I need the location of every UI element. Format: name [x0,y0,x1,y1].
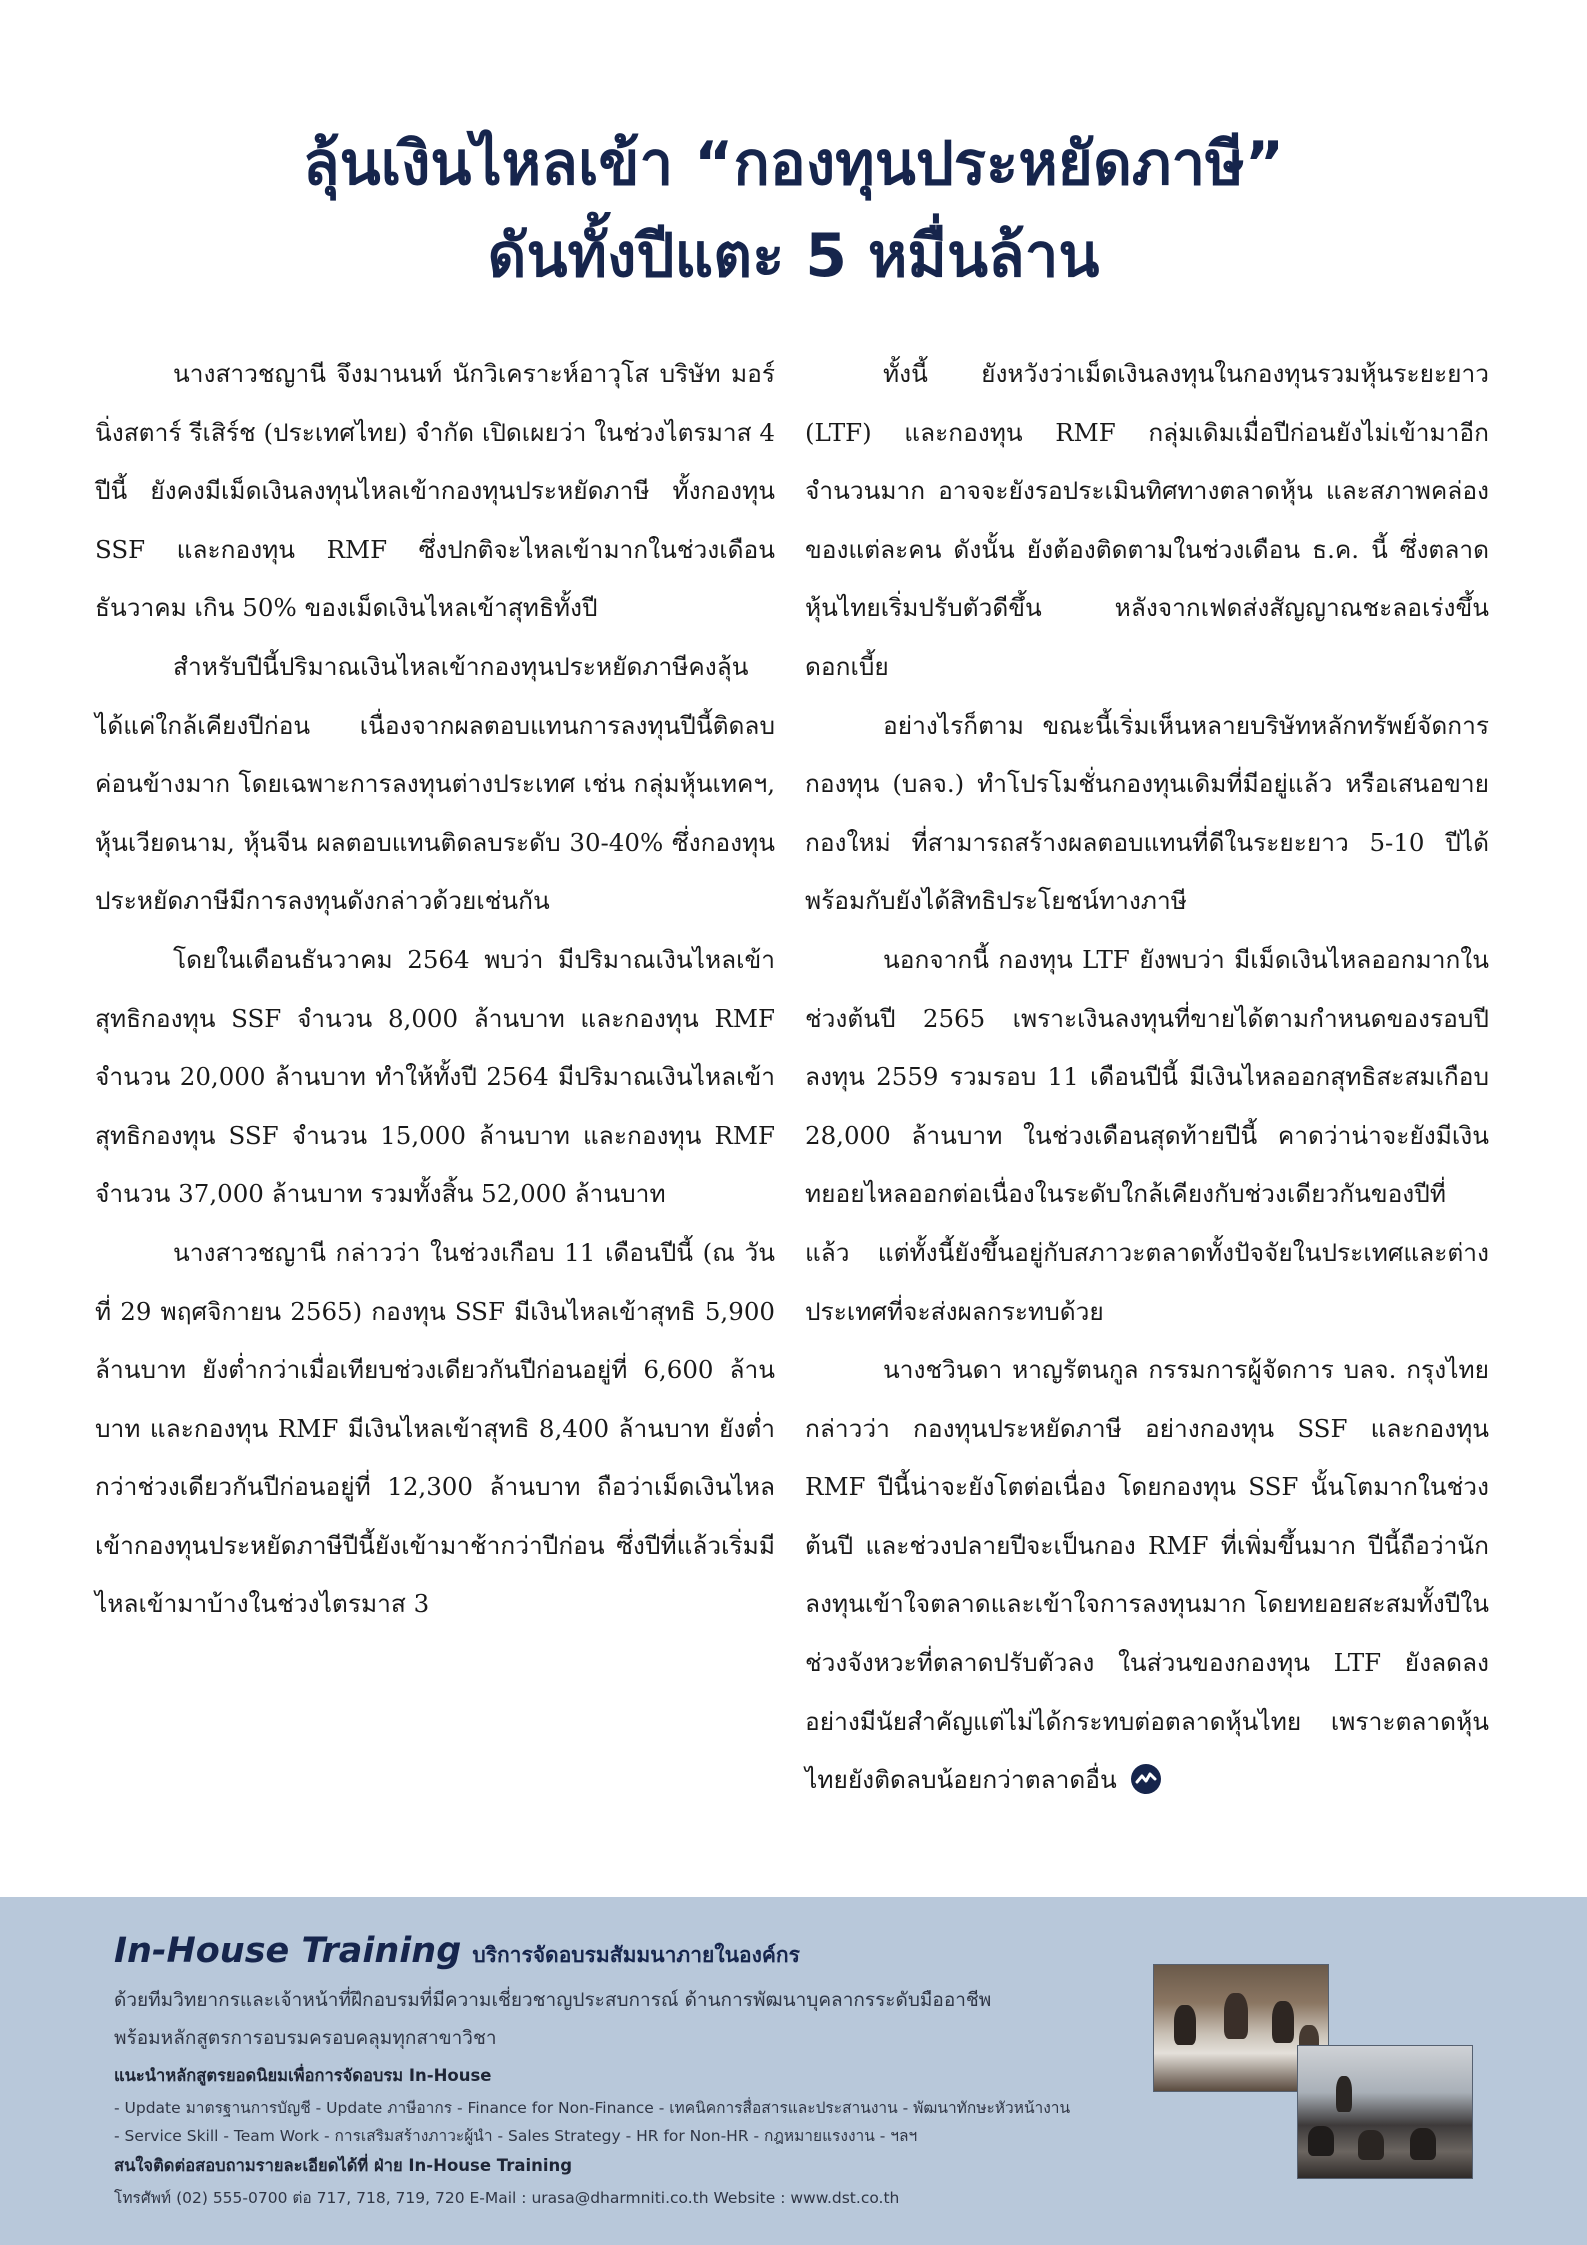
banner-description: ด้วยทีมวิทยากรและเจ้าหน้าที่ฝึกอบรมที่มีความเชี่ยวชาญประสบการณ์ ด้านการพัฒนาบุคลากรระดับมืออาชีพ [114,1989,992,2011]
paragraph: สำหรับปีนี้ปริมาณเงินไหลเข้ากองทุนประหยัดภาษีคงลุ้นได้แค่ใกล้เคียงปีก่อน เนื่องจากผลตอบแทนการลงทุนปีนี้ติดลบค่อนข้างมาก โดยเฉพาะการลงทุนต่างประเทศ เช่น กลุ่มหุ้นเทคฯ, หุ้นเวียดนาม, หุ้นจีน ผลตอบแทนติดลบระดับ 30-40% ซึ่งกองทุนประหยัดภาษีมีการลงทุนดังกล่าวด้วยเช่นกัน [95,651,775,916]
paragraph: อย่างไรก็ตาม ขณะนี้เริ่มเห็นหลายบริษัทหลักทรัพย์จัดการกองทุน (บลจ.) ทำโปรโมชั่นกองทุนเดิมที่มีอยู่แล้ว หรือเสนอขายกองใหม่ ที่สามารถสร้างผลตอบแทนที่ดีในระยะยาว 5-10 ปีได้ พร้อมกับยังได้สิทธิประโยชน์ทางภาษี [805,710,1489,916]
title-line-1: ลุ้นเงินไหลเข้า “กองทุนประหยัดภาษี” [302,129,1285,199]
courses-list: - Service Skill - Team Work - การเสริมสร้างภาวะผู้นำ - Sales Strategy - HR for Non-HR - กฎหมายแรงงาน - ฯลฯ [114,2127,918,2145]
courses-heading: แนะนำหลักสูตรยอดนิยมเพื่อการจัดอบรม In-House [114,2066,492,2085]
brand-tagline: บริการจัดอบรมสัมมนาภายในองค์กร [472,1943,800,1967]
paragraph-last [805,1341,1489,1810]
right-column [805,345,1489,1810]
in-house-training-banner [0,1897,1587,2245]
logo-end-mark-icon [1131,1764,1161,1794]
contact-line: โทรศัพท์ (02) 555-0700 ต่อ 717, 718, 719, 720 E-Mail : urasa@dharmniti.co.th Website : www.dst.co.th [114,2189,900,2207]
seminar-photo [1297,2045,1473,2179]
banner-heading [114,1931,800,1972]
paragraph: ทั้งนี้ ยังหวังว่าเม็ดเงินลงทุนในกองทุนรวมหุ้นระยะยาว (LTF) และกองทุน RMF กลุ่มเดิมเมื่อปีก่อนยังไม่เข้ามาอีกจำนวนมาก อาจจะยังรอประเมินทิศทางตลาดหุ้น และสภาพคล่องของแต่ละคน ดังนั้น ยังต้องติดตามในช่วงเดือน ธ.ค. นี้ ซึ่งตลาดหุ้นไทยเริ่มปรับตัวดีขึ้น หลังจากเฟดส่งสัญญาณชะลอเร่งขึ้นดอกเบี้ย [805,359,1489,681]
brand-name: In-House Training [114,1931,462,1971]
title-line-2: ดันทั้งปีแตะ 5 หมื่นล้าน [487,221,1100,291]
banner-description: พร้อมหลักสูตรการอบรมครอบคลุมทุกสาขาวิชา [114,2027,497,2049]
left-column [95,345,775,1634]
article-title [0,118,1587,302]
contact-heading: สนใจติดต่อสอบถามรายละเอียดได้ที่ ฝ่าย In-House Training [114,2156,573,2175]
courses-list: - Update มาตรฐานการบัญชี - Update ภาษีอากร - Finance for Non-Finance - เทคนิคการสื่อสารและประสานงาน - พัฒนาทักษะหัวหน้างาน [114,2099,1071,2117]
paragraph: นางสาวชญานี กล่าวว่า ในช่วงเกือบ 11 เดือนปีนี้ (ณ วันที่ 29 พฤศจิกายน 2565) กองทุน SSF มีเงินไหลเข้าสุทธิ 5,900 ล้านบาท ยังต่ำกว่าเมื่อเทียบช่วงเดียวกันปีก่อนอยู่ที่ 6,600 ล้านบาท และกองทุน RMF มีเงินไหลเข้าสุทธิ 8,400 ล้านบาท ยังต่ำกว่าช่วงเดียวกันปีก่อนอยู่ที่ 12,300 ล้านบาท ถือว่าเม็ดเงินไหลเข้ากองทุนประหยัดภาษีปีนี้ยังเข้ามาช้ากว่าปีก่อน ซึ่งปีที่แล้วเริ่มมีไหลเข้ามาบ้างในช่วงไตรมาส 3 [95,1237,775,1619]
paragraph: นางสาวชญานี จึงมานนท์ นักวิเคราะห์อาวุโส บริษัท มอร์นิ่งสตาร์ รีเสิร์ช (ประเทศไทย) จำกัด เปิดเผยว่า ในช่วงไตรมาส 4 ปีนี้ ยังคงมีเม็ดเงินลงทุนไหลเข้ากองทุนประหยัดภาษี ทั้งกองทุน SSF และกองทุน RMF ซึ่งปกติจะไหลเข้ามากในช่วงเดือนธันวาคม เกิน 50% ของเม็ดเงินไหลเข้าสุทธิทั้งปี [95,359,775,623]
paragraph: โดยในเดือนธันวาคม 2564 พบว่า มีปริมาณเงินไหลเข้าสุทธิกองทุน SSF จำนวน 8,000 ล้านบาท และกองทุน RMF จำนวน 20,000 ล้านบาท ทำให้ทั้งปี 2564 มีปริมาณเงินไหลเข้าสุทธิกองทุน SSF จำนวน 15,000 ล้านบาท และกองทุน RMF จำนวน 37,000 ล้านบาท รวมทั้งสิ้น 52,000 ล้านบาท [95,944,775,1209]
paragraph: นอกจากนี้ กองทุน LTF ยังพบว่า มีเม็ดเงินไหลออกมากในช่วงต้นปี 2565 เพราะเงินลงทุนที่ขายได้ตามกำหนดของรอบปีลงทุน 2559 รวมรอบ 11 เดือนปีนี้ มีเงินไหลออกสุทธิสะสมเกือบ 28,000 ล้านบาท ในช่วงเดือนสุดท้ายปีนี้ คาดว่าน่าจะยังมีเงินทยอยไหลออกต่อเนื่องในระดับใกล้เคียงกับช่วงเดียวกันของปีที่แล้ว แต่ทั้งนี้ยังขึ้นอยู่กับสภาวะตลาดทั้งปัจจัยในประเทศและต่างประเทศที่จะส่งผลกระทบด้วย [805,944,1489,1326]
paragraph-text: นางชวินดา หาญรัตนกูล กรรมการผู้จัดการ บลจ. กรุงไทย กล่าวว่า กองทุนประหยัดภาษี อย่างกองทุน SSF และกองทุน RMF ปีนี้น่าจะยังโตต่อเนื่อง โดยกองทุน SSF นั้นโตมากในช่วงต้นปี และช่วงปลายปีจะเป็นกอง RMF ที่เพิ่มขึ้นมาก ปีนี้ถือว่านักลงทุนเข้าใจตลาดและเข้าใจการลงทุนมาก โดยทยอยสะสมทั้งปีในช่วงจังหวะที่ตลาดปรับตัวลง ในส่วนของกองทุน LTF ยังลดลงอย่างมีนัยสำคัญแต่ไม่ได้กระทบต่อตลาดหุ้นไทย เพราะตลาดหุ้นไทยยังติดลบน้อยกว่าตลาดอื่น [805,1355,1489,1795]
